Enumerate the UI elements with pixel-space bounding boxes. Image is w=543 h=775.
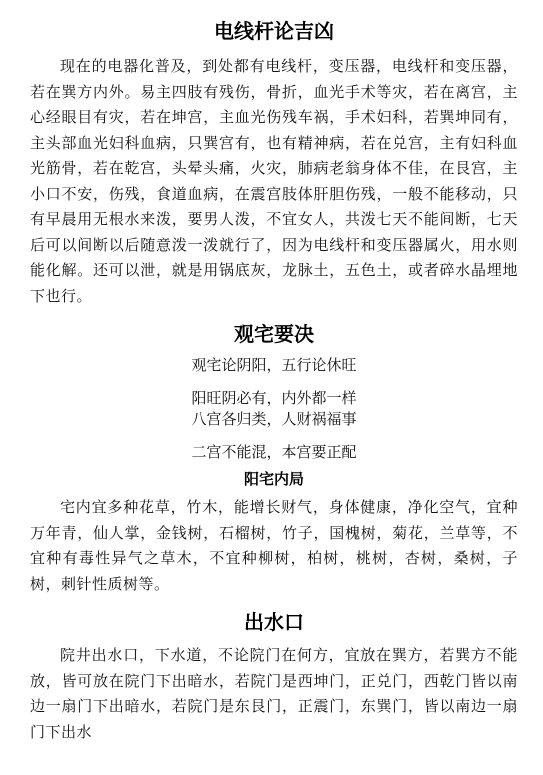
verse-line: 阳旺阴必有，内外都一样	[191, 389, 357, 407]
document-page	[30, 18, 518, 745]
verse-line: 二宫不能混，本宫要正配	[191, 443, 357, 461]
section-title-house-inspection: 观宅要决	[234, 322, 314, 346]
verse-line: 观宅论阴阳，五行论休旺	[191, 356, 357, 374]
section-title-water-outlet: 出水口	[244, 610, 304, 634]
verse-line: 八宫各归类，人财祸福事	[191, 410, 357, 428]
paragraph-water-outlet: 院井出水口，下水道，不论院门在何方，宜放在巽方，若巽方不能放，皆可放在院门下出暗水，若院门是西坤门，正兑门，西乾门皆以南边一扇门下出暗水，若院门是东艮门，正震门，东巽门，皆以南边一扇门下出水	[30, 646, 518, 741]
section-title-power-pole: 电线杆论吉凶	[214, 19, 334, 43]
paragraph-power-pole: 现在的电器化普及，到处都有电线杆，变压器，电线杆和变压器，若在巽方内外。易主四肢有残伤，骨折，血光手术等灾，若在离宫，主心经眼目有灾，若在坤宫，主血光伤残车祸，手术妇科，若巽坤同有，主头部血光妇科血病，只巽宫有，也有精神病，若在兑宫，主有妇科血光筋骨，若在乾宫，头晕头痛，火灾，肺病老翁身体不佳，在艮宫，主小口不安，伤残，食道血病，在震宫肢体肝胆伤残，一般不能移动，只有早晨用无根水来泼，要男人泼，不宜女人，共泼七天不能间断，七天后可以间断以后随意泼一泼就行了，因为电线杆和变压器属火，用水则能化解。还可以泄，就是用锅底灰，龙脉土，五色土，或者碎水晶埋地下也行。	[30, 57, 518, 305]
verse-block	[30, 355, 518, 463]
subsection-title-inner-layout: 阳宅内局	[243, 470, 304, 488]
paragraph-inner-layout: 宅内宜多种花草，竹木，能增长财气，身体健康，净化空气，宜种万年青，仙人掌，金钱树，石榴树，竹子，国槐树，菊花，兰草等，不宜种有毒性异气之草木，不宜种柳树，柏树，桃树，杏树，桑树，子树，刺针性质树等。	[30, 498, 518, 593]
